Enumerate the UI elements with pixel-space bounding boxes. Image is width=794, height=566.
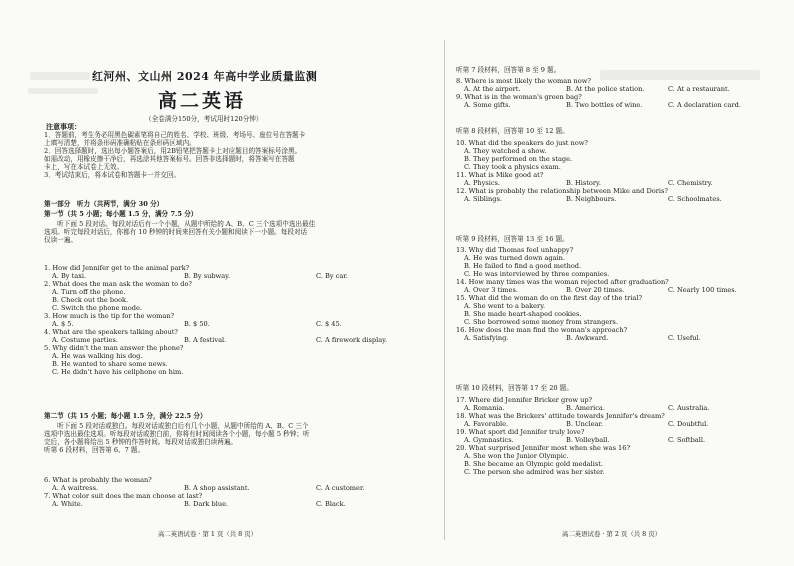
instruction-line: 听下面 5 段对话。每段对话后有一个小题，从题中所给的 A、B、C 三个选项中选出最佳	[44, 220, 316, 228]
material-6-label: 听第 6 段材料，回答第 6、7 题。	[44, 446, 145, 454]
instruction-line: 选项中选出最佳选项。听每段对话或独白前，你将有时间阅读各个小题，每小题 5 秒钟；听	[44, 430, 310, 438]
section1-instruction	[44, 220, 315, 244]
option-row	[456, 334, 770, 342]
option-row	[456, 404, 770, 412]
option-row	[44, 272, 448, 280]
scan-noise	[600, 70, 760, 80]
section2-instruction	[44, 422, 310, 446]
answer-option: C. He didn't have his cellphone on him.	[52, 368, 184, 376]
answer-option: C. She borrowed some money from strangers.	[464, 318, 618, 326]
option-row	[456, 101, 770, 109]
part1-title: 第一部分 听力（共两节，满分 30 分）	[44, 200, 164, 208]
scan-noise	[28, 88, 98, 94]
option-row	[456, 436, 770, 444]
question-stem: 20. What surprised Jennifer most when she was 16?	[456, 444, 630, 452]
answer-option: C. By car.	[316, 272, 348, 280]
option-row	[456, 286, 770, 294]
question-stem: 11. What is Mike good at?	[456, 171, 544, 179]
option-row	[44, 500, 448, 508]
answer-option: C. They took a physics exam.	[464, 163, 561, 171]
option-row	[456, 195, 770, 203]
questions-1-5	[44, 264, 448, 376]
answer-option: C. At a restaurant.	[668, 85, 730, 93]
notes-item: 卡上，写在本试卷上无效。	[44, 163, 124, 171]
answer-option: A. $ 5.	[52, 320, 74, 328]
answer-option: B. They performed on the stage.	[464, 155, 573, 163]
instruction-line: 完后，各小题将给出 5 秒钟的作答时间。每段对话或独白读两遍。	[44, 438, 238, 446]
answer-option: B. America.	[566, 404, 605, 412]
answer-option: A. Satisfying.	[464, 334, 509, 342]
material-10-label: 听第 10 段材料，回答第 17 至 20 题。	[456, 384, 573, 392]
material-8-label: 听第 8 段材料，回答第 10 至 12 题。	[456, 127, 569, 135]
notes-item: 1．答题前，考生务必用黑色碳素笔将自己的姓名、学校、班级、考场号、座位号在答题卡	[44, 131, 306, 139]
question-stem: 12. What is probably the relationship between Mike and Doris?	[456, 187, 668, 195]
exam-subject-title: 高二英语	[158, 90, 247, 112]
option-row	[456, 85, 770, 93]
question-stem: 2. What does the man ask the woman to do?	[44, 280, 192, 288]
question-stem: 19. What sport did Jennifer truly love?	[456, 428, 585, 436]
page-footer-left: 高二英语试卷 · 第 1 页（共 8 页）	[158, 530, 258, 538]
answer-option: C. Schoolmates.	[668, 195, 722, 203]
answer-option: A. Over 3 times.	[464, 286, 518, 294]
answer-option: B. Awkward.	[566, 334, 609, 342]
answer-option: B. She became an Olympic gold medalist.	[464, 460, 603, 468]
question-stem: 5. Why didn't the man answer the phone?	[44, 344, 184, 352]
question-stem: 17. Where did Jennifer Bricker grow up?	[456, 396, 593, 404]
answer-option: C. Switch the phone mode.	[52, 304, 142, 312]
question-stem: 7. What color suit does the man choose at last?	[44, 492, 203, 500]
material-7-label: 听第 7 段材料，回答第 8 至 9 题。	[456, 66, 561, 74]
question-stem: 4. What are the speakers talking about?	[44, 328, 178, 336]
scan-noise	[30, 72, 90, 80]
notes-item: 如需改动，用橡皮擦干净后，再选涂其他答案标号。回答非选择题时，将答案写在答题	[44, 155, 295, 163]
option-row	[44, 484, 448, 492]
question-stem: 8. Where is most likely the woman now?	[456, 77, 591, 85]
option-row	[44, 320, 448, 328]
question-stem: 6. What is probably the woman?	[44, 476, 152, 484]
option-row	[456, 420, 770, 428]
notes-list	[44, 131, 305, 179]
answer-option: A. Costume parties.	[52, 336, 118, 344]
answer-option: A. Siblings.	[464, 195, 502, 203]
option-row	[456, 179, 770, 187]
question-stem: 16. How does the man find the woman's approach?	[456, 326, 628, 334]
question-stem: 1. How did Jennifer get to the animal park?	[44, 264, 190, 272]
answer-option: C. Softball.	[668, 436, 706, 444]
section2-title: 第二节（共 15 小题；每小题 1.5 分，满分 22.5 分）	[44, 412, 207, 420]
notes-item: 上填写清楚，并将条形码准确粘贴在条形码区域内。	[44, 139, 196, 147]
question-stem: 9. What is in the woman's green bag?	[456, 93, 582, 101]
answer-option: A. White.	[52, 500, 83, 508]
answer-option: B. Two bottles of wine.	[566, 101, 643, 109]
question-stem: 10. What did the speakers do just now?	[456, 139, 588, 147]
answer-option: B. $ 50.	[184, 320, 210, 328]
answer-option: B. Unclear.	[566, 420, 603, 428]
material-9-label: 听第 9 段材料，回答第 13 至 16 题。	[456, 235, 569, 243]
answer-option: C. Nearly 100 times.	[668, 286, 737, 294]
part1-block	[44, 200, 315, 244]
answer-option: A. They watched a show.	[464, 147, 547, 155]
page-divider	[444, 40, 445, 540]
answer-option: C. The person she admired was her sister.	[464, 468, 605, 476]
answer-option: C. A customer.	[316, 484, 365, 492]
answer-option: A. Some gifts.	[464, 101, 511, 109]
questions-6-7	[44, 476, 448, 508]
right-page	[448, 0, 794, 566]
answer-option: A. Physics.	[464, 179, 501, 187]
answer-option: C. He was interviewed by three companies.	[464, 270, 610, 278]
answer-option: B. She made heart-shaped cookies.	[464, 310, 582, 318]
answer-option: C. Australia.	[668, 404, 710, 412]
question-stem: 15. What did the woman do on the first day of the trial?	[456, 294, 642, 302]
answer-option: B. Neighbours.	[566, 195, 617, 203]
answer-option: A. She won the Junior Olympic.	[464, 452, 569, 460]
answer-option: B. He failed to find a good method.	[464, 262, 582, 270]
answer-option: B. A shop assistant.	[184, 484, 250, 492]
instruction-line: 仅读一遍。	[44, 236, 77, 244]
answer-option: A. A waitress.	[52, 484, 99, 492]
answer-option: A. At the airport.	[464, 85, 521, 93]
question-stem: 13. Why did Thomas feel unhappy?	[456, 246, 574, 254]
answer-option: A. Romania.	[464, 404, 505, 412]
answer-option: C. $ 45.	[316, 320, 342, 328]
answer-option: A. By taxi.	[52, 272, 87, 280]
questions-10-12	[456, 139, 770, 203]
answer-option: B. By subway.	[184, 272, 231, 280]
instruction-line: 听下面 5 段对话或独白。每段对话或独白后有几个小题，从题中所给的 A、B、C 三个	[44, 422, 309, 430]
answer-option: A. She went to a bakery.	[464, 302, 546, 310]
answer-option: C. Useful.	[668, 334, 701, 342]
exam-org-title: 红河州、文山州 2024 年高中学业质量监测	[92, 70, 318, 83]
answer-option: B. Over 20 times.	[566, 286, 625, 294]
exam-info: （全卷满分150分，考试用时120分钟）	[145, 115, 263, 123]
question-stem: 3. How much is the tip for the woman?	[44, 312, 175, 320]
option-row	[44, 336, 448, 344]
answer-option: B. Check out the book.	[52, 296, 129, 304]
questions-13-16	[456, 246, 770, 342]
answer-option: C. Doubtful.	[668, 420, 709, 428]
notes-item: 3．考试结束后，将本试卷和答题卡一并交回。	[44, 171, 181, 179]
answer-option: C. A declaration card.	[668, 101, 741, 109]
answer-option: C. Black.	[316, 500, 346, 508]
answer-option: A. He was walking his dog.	[52, 352, 143, 360]
questions-17-20	[456, 396, 770, 476]
answer-option: B. A festival.	[184, 336, 227, 344]
answer-option: B. Dark blue.	[184, 500, 229, 508]
answer-option: C. A firework display.	[316, 336, 388, 344]
instruction-line: 选项。听完每段对话后，你都有 10 秒钟的时间来回答有关小题和阅读下一小题。每段对话	[44, 228, 308, 236]
answer-option: C. Chemistry.	[668, 179, 713, 187]
section1-title: 第一节（共 5 小题；每小题 1.5 分，满分 7.5 分）	[44, 210, 198, 218]
question-stem: 18. What was the Brickers' attitude towards Jennifer's dream?	[456, 412, 665, 420]
answer-option: A. Favorable.	[464, 420, 509, 428]
question-stem: 14. How many times was the woman rejected after graduation?	[456, 278, 669, 286]
questions-8-9	[456, 77, 770, 109]
answer-option: A. He was turned down again.	[464, 254, 565, 262]
page-footer-right: 高二英语试卷 · 第 2 页（共 8 页）	[562, 530, 662, 538]
notes-title: 注意事项：	[46, 122, 81, 131]
answer-option: B. History.	[566, 179, 601, 187]
answer-option: A. Gymnastics.	[464, 436, 514, 444]
answer-option: B. He wanted to share some news.	[52, 360, 168, 368]
notes-item: 2．回答选择题时，选出每小题答案后，用2B铅笔把答题卡上对应题目的答案标号涂黑。	[44, 147, 302, 155]
answer-option: A. Turn off the phone.	[52, 288, 126, 296]
answer-option: B. At the police station.	[566, 85, 645, 93]
answer-option: B. Volleyball.	[566, 436, 610, 444]
section2-block	[44, 412, 310, 454]
